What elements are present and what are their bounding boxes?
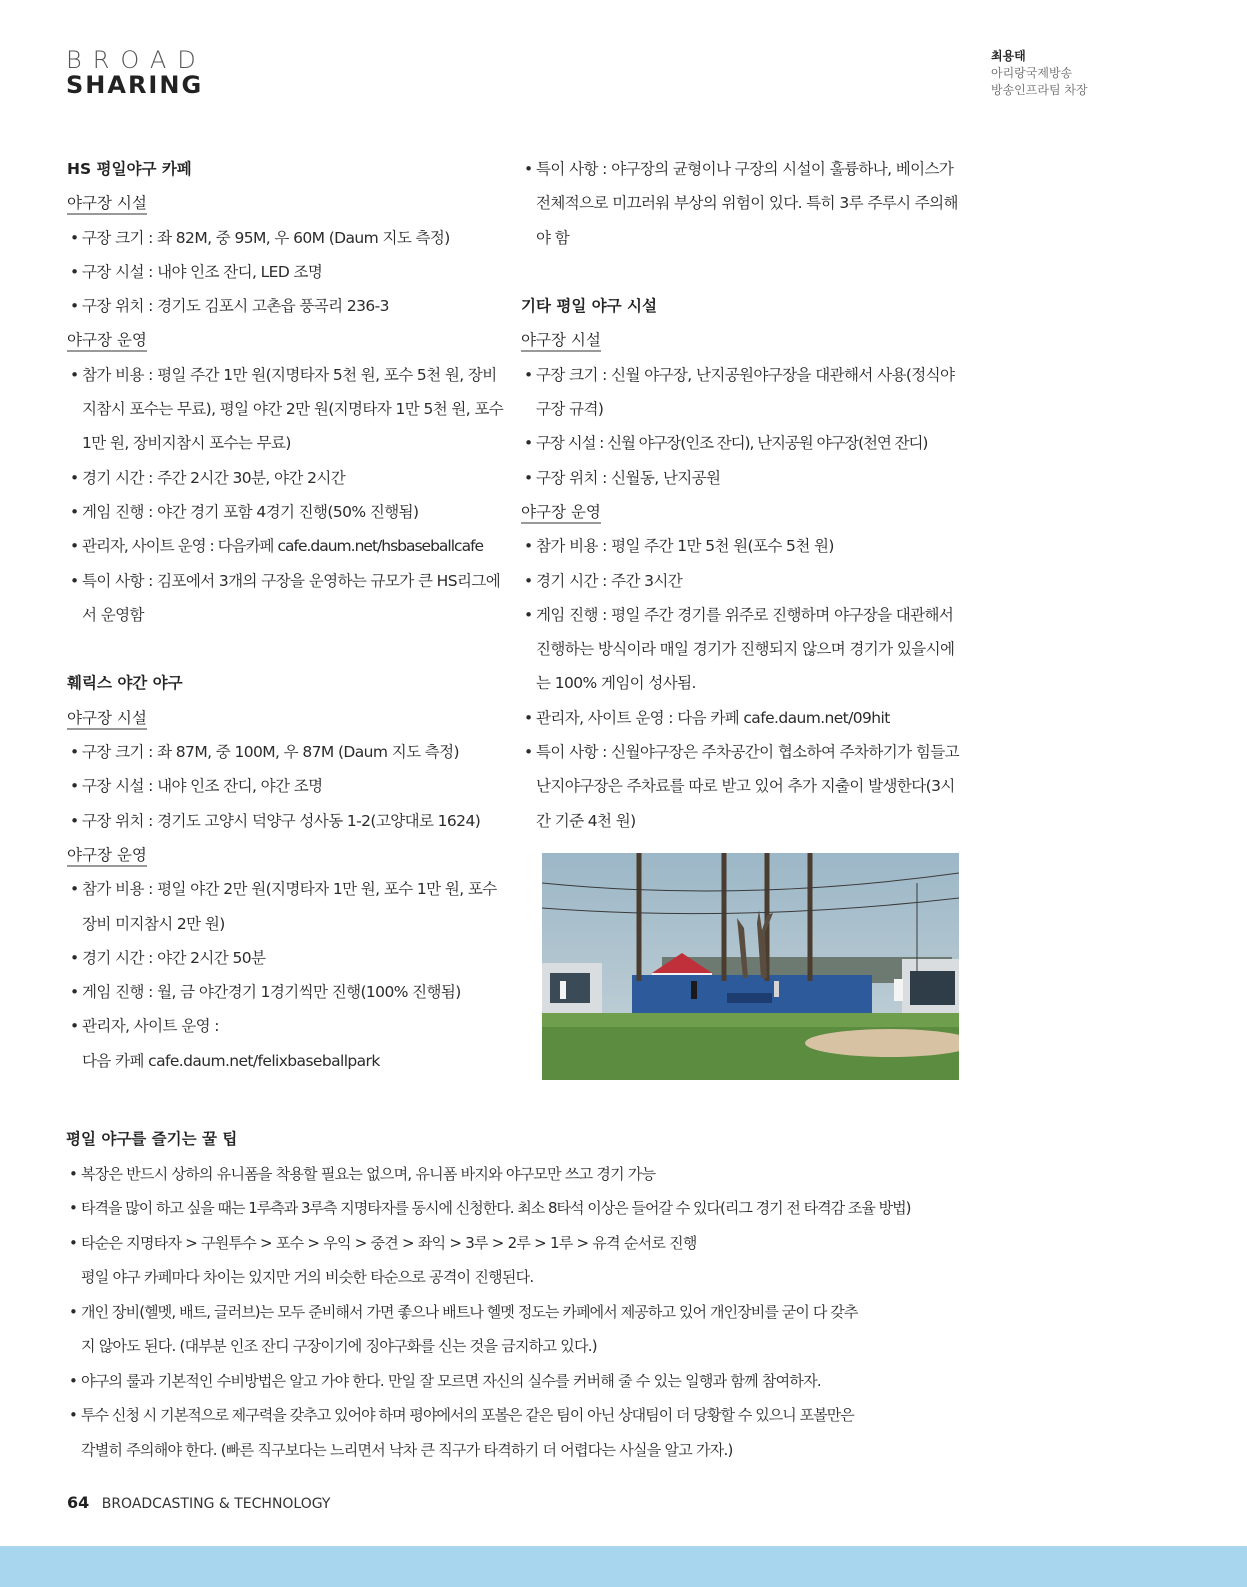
author-title: 방송인프라팀 차장 <box>991 83 1088 97</box>
felix-facility-item: • 구장 크기 : 좌 87M, 중 100M, 우 87M (Daum 지도 측정) <box>67 735 507 769</box>
etc-facility-item: • 구장 위치 : 신월동, 난지공원 <box>521 461 966 495</box>
tips-section <box>66 1122 966 1467</box>
hs-ops-item: • 관리자, 사이트 운영 : 다음카페 cafe.daum.net/hsbaseballcafe <box>67 529 507 563</box>
felix-admin-item <box>67 1009 507 1078</box>
etc-facility-item: • 구장 시설 : 신월 야구장(인조 잔디), 난지공원 야구장(천연 잔디) <box>521 426 966 460</box>
hs-section-title: HS 평일야구 카페 <box>67 160 192 178</box>
hs-ops-item: • 게임 진행 : 야간 경기 포함 4경기 진행(50% 진행됨) <box>67 495 507 529</box>
tip-item: • 투수 신청 시 기본적으로 제구력을 갖추고 있어야 하며 평야에서의 포볼은 같은 팀이 아닌 상대팀이 더 당황할 수 있으니 포볼만은 <box>66 1398 966 1433</box>
brand-line-broad: BROAD <box>66 46 207 74</box>
page-footer <box>67 1493 330 1512</box>
brand-logo <box>66 48 207 98</box>
author-byline <box>991 48 1088 99</box>
felix-ops-heading: 야구장 운영 <box>67 838 507 872</box>
tip-item-continuation: 지 않아도 된다. (대부분 인조 잔디 구장이기에 징야구화를 신는 것을 금지하고 있다.) <box>81 1337 597 1355</box>
tip-item-continuation: 각별히 주의해야 한다. (빠른 직구보다는 느리면서 낙차 큰 직구가 타격하기 더 어렵다는 사실을 알고 가자.) <box>81 1440 733 1459</box>
hs-ops-item: • 경기 시간 : 주간 2시간 30분, 야간 2시간 <box>67 461 507 495</box>
felix-admin-label: • 관리자, 사이트 운영 : <box>82 1017 219 1036</box>
etc-ops-item: • 게임 진행 : 평일 주간 경기를 위주로 진행하며 야구장을 대관해서 진행하는 방식이라 매일 경기가 진행되지 않으며 경기가 있을시에는 100% 게임이 성사됨. <box>521 598 966 701</box>
felix-section-title: 훼릭스 야간 야구 <box>67 674 183 693</box>
hs-ops-heading: 야구장 운영 <box>67 323 507 357</box>
left-column <box>67 152 507 1078</box>
etc-section-title: 기타 평일 야구 시설 <box>521 297 657 316</box>
felix-ops-item: • 참가 비용 : 평일 야간 2만 원(지명타자 1만 원, 포수 1만 원, 포수장비 미지참시 2만 원) <box>67 872 507 941</box>
etc-ops-heading: 야구장 운영 <box>521 495 966 529</box>
tip-item: • 타순은 지명타자 > 구원투수 > 포수 > 우익 > 중견 > 좌익 > 3루 > 2루 > 1루 > 유격 순서로 진행 <box>66 1226 966 1261</box>
felix-facility-heading: 야구장 시설 <box>67 701 507 735</box>
felix-facility-item: • 구장 시설 : 내야 인조 잔디, 야간 조명 <box>67 769 507 803</box>
felix-ops-item: • 게임 진행 : 월, 금 야간경기 1경기씩만 진행(100% 진행됨) <box>67 975 507 1009</box>
right-column <box>521 152 966 838</box>
brand-line-sharing: SHARING <box>66 71 204 99</box>
tips-title: 평일 야구를 즐기는 꿀 팁 <box>66 1130 238 1148</box>
etc-ops-item: • 관리자, 사이트 운영 : 다음 카페 cafe.daum.net/09hit <box>521 701 966 735</box>
etc-ops-item: • 경기 시간 : 주간 3시간 <box>521 564 966 598</box>
felix-admin-value: 다음 카페 cafe.daum.net/felixbaseballpark <box>82 1051 380 1070</box>
hs-facility-heading: 야구장 시설 <box>67 186 507 220</box>
author-org: 아리랑국제방송 <box>991 66 1073 80</box>
hs-facility-item: • 구장 시설 : 내야 인조 잔디, LED 조명 <box>67 255 507 289</box>
tip-item: • 야구의 룰과 기본적인 수비방법은 알고 가야 한다. 만일 잘 모르면 자신의 실수를 커버해 줄 수 있는 일행과 함께 참여하자. <box>66 1364 966 1399</box>
etc-ops-item: • 참가 비용 : 평일 주간 1만 5천 원(포수 5천 원) <box>521 529 966 563</box>
hs-ops-item: • 특이 사항 : 김포에서 3개의 구장을 운영하는 규모가 큰 HS리그에서 운영함 <box>67 564 507 633</box>
baseball-field-photo <box>542 853 959 1080</box>
etc-facility-heading: 야구장 시설 <box>521 323 966 357</box>
tip-item-continuation: 평일 야구 카페마다 차이는 있지만 거의 비슷한 타순으로 공격이 진행된다. <box>81 1268 534 1286</box>
hs-facility-item: • 구장 위치 : 경기도 김포시 고촌읍 풍곡리 236-3 <box>67 289 507 323</box>
etc-ops-item: • 특이 사항 : 신월야구장은 주차공간이 협소하여 주차하기가 힘들고 난지야구장은 주차료를 따로 받고 있어 추가 지출이 발생한다(3시간 기준 4천 원) <box>521 735 966 838</box>
etc-facility-item: • 구장 크기 : 신월 야구장, 난지공원야구장을 대관해서 사용(정식야구장 규격) <box>521 358 966 427</box>
tip-item: • 타격을 많이 하고 싶을 때는 1루측과 3루측 지명타자를 동시에 신청한다. 최소 8타석 이상은 들어갈 수 있다(리그 경기 전 타격감 조율 방법) <box>66 1191 966 1226</box>
hs-ops-item: • 참가 비용 : 평일 주간 1만 원(지명타자 5천 원, 포수 5천 원, 장비지참시 포수는 무료), 평일 야간 2만 원(지명타자 1만 5천 원, 포수 1만 원, 장비지참시 포수는 무료) <box>67 358 507 461</box>
magazine-name: BROADCASTING & TECHNOLOGY <box>101 1496 331 1512</box>
author-name: 최용태 <box>991 49 1026 63</box>
bottom-color-band <box>0 1546 1247 1587</box>
tip-item: • 복장은 반드시 상하의 유니폼을 착용할 필요는 없으며, 유니폼 바지와 야구모만 쓰고 경기 가능 <box>66 1157 966 1192</box>
felix-ops-item: • 경기 시간 : 야간 2시간 50분 <box>67 941 507 975</box>
hs-facility-item: • 구장 크기 : 좌 82M, 중 95M, 우 60M (Daum 지도 측정) <box>67 221 507 255</box>
page-number: 64 <box>67 1493 90 1512</box>
tip-item: • 개인 장비(헬멧, 배트, 글러브)는 모두 준비해서 가면 좋으나 배트나 헬멧 정도는 카페에서 제공하고 있어 개인장비를 굳이 다 갖추 <box>66 1295 966 1330</box>
hs-note-item: • 특이 사항 : 야구장의 균형이나 구장의 시설이 훌륭하나, 베이스가 전체적으로 미끄러워 부상의 위험이 있다. 특히 3루 주루시 주의해야 함 <box>521 152 966 255</box>
felix-facility-item: • 구장 위치 : 경기도 고양시 덕양구 성사동 1-2(고양대로 1624) <box>67 804 507 838</box>
